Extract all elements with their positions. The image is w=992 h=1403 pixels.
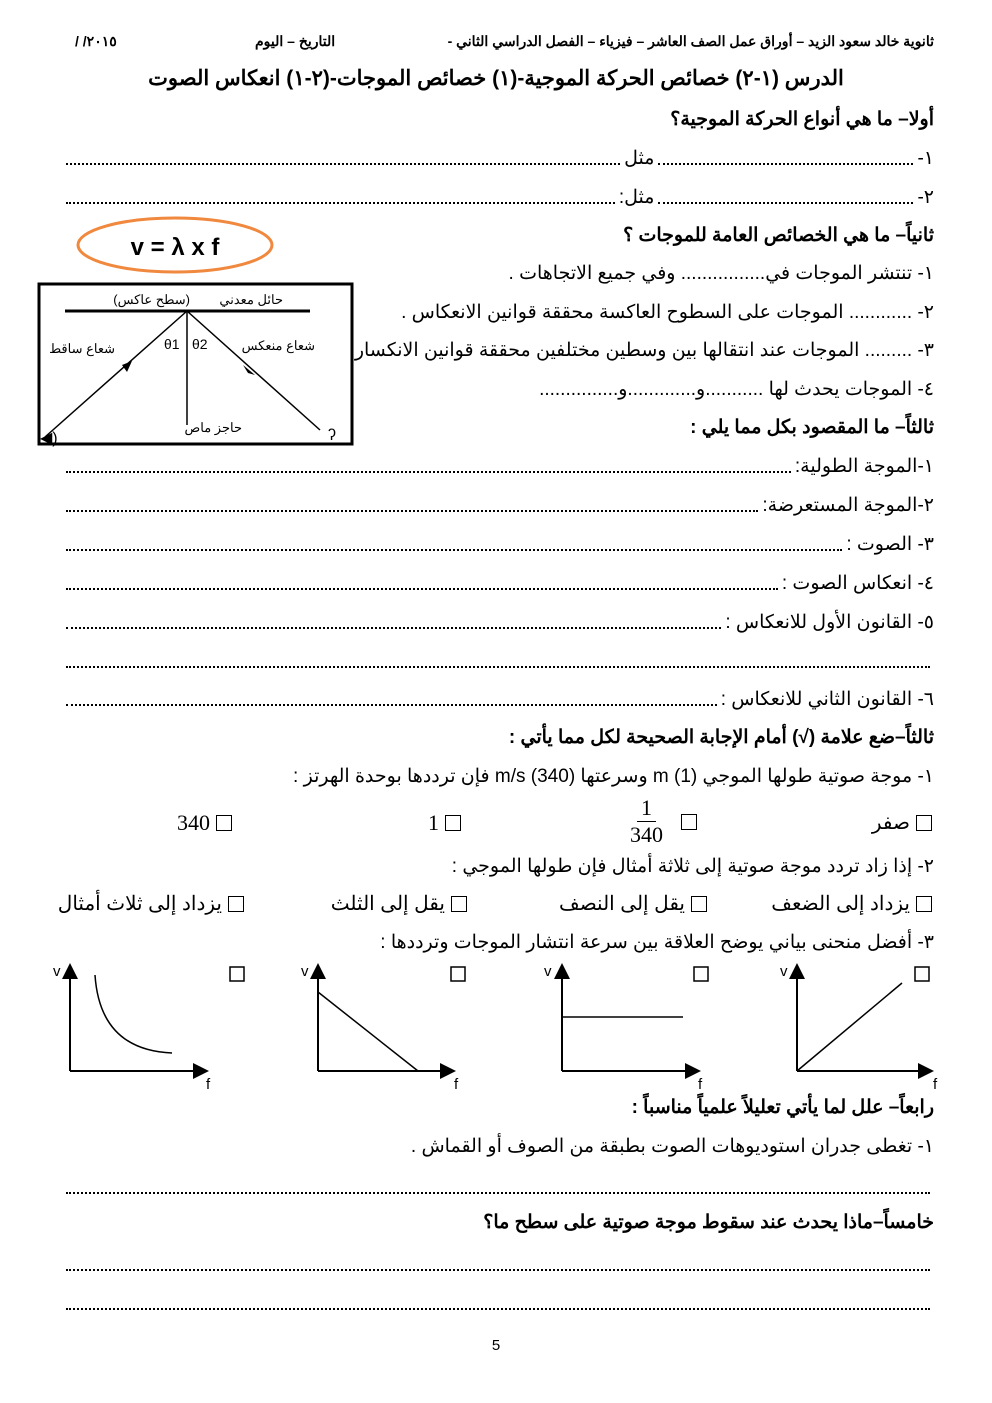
s3-item: ٣- الصوت : — [62, 529, 934, 559]
s1-item-1: ١- مثل — [62, 143, 934, 173]
checkbox — [694, 967, 708, 981]
section-1-heading: أولا– ما هي أنواع الحركة الموجية؟ — [670, 108, 934, 130]
mcq-q1: ١- موجة صوتية طولها الموجي m (1) وسرعتها m/s (340) فإن ترددها بوحدة الهرتز : — [293, 765, 934, 787]
s3-item: ١-الموجة الطولية: — [62, 451, 934, 481]
ear-icon: ʔ — [328, 427, 336, 444]
mcq-q2: ٢- إذا زاد تردد موجة صوتية إلى ثلاثة أمثال فإن طولها الموجي : — [451, 855, 934, 877]
speaker-icon: ◀) — [40, 430, 58, 447]
reflected-ray — [187, 311, 320, 430]
section-3-heading: ثالثاً– ما المقصود بكل مما يلي : — [690, 416, 934, 438]
header-date-value: / /٢٠١٥ — [75, 33, 117, 49]
svg-text:θ1: θ1 — [164, 336, 180, 352]
answer-line — [62, 1288, 934, 1318]
q1-option-340[interactable]: 340 — [177, 810, 232, 836]
header-school: ثانوية خالد سعود الزيد – أوراق عمل الصف العاشر – فيزياء – الفصل الدراسي الثاني - — [447, 33, 934, 49]
answer-line — [62, 1172, 934, 1202]
q2-option[interactable]: يقل إلى الثلث — [331, 891, 467, 916]
checkbox — [451, 967, 465, 981]
s3-item: ٤- انعكاس الصوت : — [62, 568, 934, 598]
checkbox — [230, 967, 244, 981]
svg-text:f: f — [206, 1076, 211, 1093]
q2-option[interactable]: يزداد إلى ثلاث أمثال — [58, 891, 244, 916]
incident-ray — [45, 311, 187, 437]
checkbox — [915, 967, 929, 981]
s3-item: ٢-الموجة المستعرضة: — [62, 490, 934, 520]
section-2-heading: ثانياً– ما هي الخصائص العامة للموجات ؟ — [623, 224, 934, 246]
reflection-diagram — [30, 215, 370, 455]
svg-text:حاجز ماص: حاجز ماص — [184, 420, 242, 435]
s2-item: ٤- الموجات يحدث لها ...........و.............و............... — [539, 378, 934, 400]
s3-item: ٥- القانون الأول للانعكاس : — [62, 607, 934, 637]
section-4-heading: رابعاً– علل لما يأتي تعليلاً علمياً مناسباً : — [631, 1096, 934, 1118]
q3-graph-options — [0, 955, 992, 1095]
svg-text:v: v — [544, 963, 552, 980]
s1-item-2: ٢- مثل: — [62, 182, 934, 212]
svg-text:شعاع منعكس: شعاع منعكس — [241, 338, 315, 353]
svg-text:(سطح عاكس): (سطح عاكس) — [113, 292, 190, 307]
page-number: 5 — [491, 1337, 501, 1354]
svg-text:v: v — [53, 963, 61, 980]
svg-text:v: v — [301, 963, 309, 980]
header-date-label: التاريخ – اليوم — [255, 33, 336, 49]
q1-option-1[interactable]: 1 — [428, 810, 461, 836]
q1-option-fraction[interactable]: 1 340 — [630, 795, 697, 848]
svg-text:f: f — [454, 1076, 459, 1093]
s2-item: ١- تنتشر الموجات في................ وفي جميع الاتجاهات . — [508, 262, 934, 284]
q2-option[interactable]: يزداد إلى الضعف — [771, 891, 932, 916]
svg-text:f: f — [933, 1076, 938, 1093]
svg-text:θ2: θ2 — [192, 336, 208, 352]
q1-option-zero[interactable]: صفر — [872, 810, 932, 835]
answer-line — [62, 646, 934, 676]
page-title: الدرس (١-٢) خصائص الحركة الموجية-(١) خصائص الموجات-(٢-١) انعكاس الصوت — [148, 67, 844, 90]
q2-option[interactable]: يقل إلى النصف — [559, 891, 707, 916]
formula: v = λ x f — [130, 234, 220, 261]
graph-option-increasing — [780, 963, 938, 1093]
s3-item: ٦- القانون الثاني للانعكاس : — [62, 684, 934, 714]
s4-item: ١- تغطى جدران استوديوهات الصوت بطبقة من الصوف أو القماش . — [410, 1135, 934, 1157]
s2-item: ٣- ......... الموجات عند انتقالها بين وسطين مختلفين محققة قوانين الانكسار — [354, 339, 934, 361]
graph-option-curve — [53, 963, 244, 1093]
s2-item: ٢- ............ الموجات على السطوح العاكسة محققة قوانين الانعكاس . — [401, 301, 934, 323]
graph-option-constant — [544, 963, 708, 1093]
svg-text:شعاع ساقط: شعاع ساقط — [49, 341, 115, 356]
section-5-heading: خامساً–ماذا يحدث عند سقوط موجة صوتية على سطح ما؟ — [483, 1211, 934, 1233]
mcq-heading: ثالثاً–ضع علامة (√) أمام الإجابة الصحيحة لكل مما يأتي : — [508, 726, 934, 748]
svg-text:حائل معدني: حائل معدني — [219, 292, 283, 307]
mcq-q3: ٣- أفضل منحنى بياني يوضح العلاقة بين سرعة انتشار الموجات وترددها : — [380, 931, 934, 953]
svg-text:v: v — [780, 963, 788, 980]
answer-line — [62, 1249, 934, 1279]
svg-text:f: f — [698, 1076, 703, 1093]
graph-option-decreasing — [301, 963, 465, 1093]
